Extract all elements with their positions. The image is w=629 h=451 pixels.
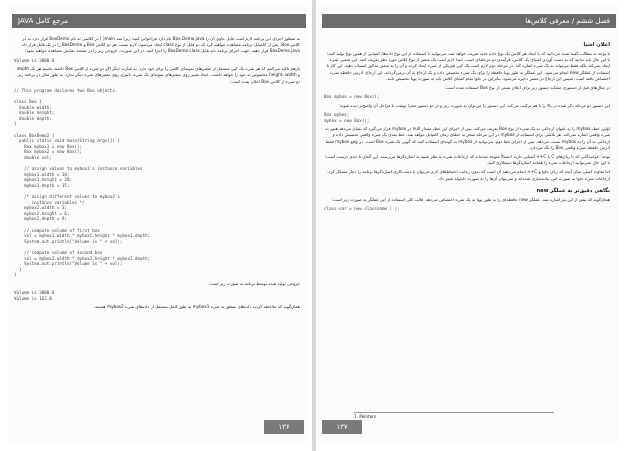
paragraph-2: در مثال‌های قبل از دستوری مشابه دستور زیر برای اعلان شیئی از نوع Box استفاده شده است: (444, 85, 610, 91)
java-code-listing: // This program declares two Box objects. class Box { double width; double height; double depth; } class BoxDemo2 { public static void main(String args[]) { Box mybox1 = new Box(); Box mybox2 = new Box(); double vol; // assign values to mybox1's instance variables mybox1.width = 10; mybox1.height = 20; mybox1.depth = 15; /* assign different values to mybox2's instance variables */ mybox2.width = 3; mybox2.height = 6; mybox2.depth = 9; // compute volume of first box vol = mybox1.width * mybox1.height * mybox1.depth; System.out.println("Volume is " + vol); // compute volume of second box vol = mybox2.width * mybox2.height * mybox2.depth; System.out.println("Volume is " + vol); } } (14, 87, 151, 278)
code-snippet-1: Box mybox = new Box(); (324, 94, 380, 100)
right-page-body (324, 36, 610, 412)
page-number-left: ۱۳۶ (264, 420, 304, 434)
paragraph-5: اما تفاوت اصلی میان آنچه که زبان جاوا و C++ انجام می‌دهند آن است که بدون رعایت احتیاط‌های لازم می‌توان با دست‌کاری اشاره‌گرها برنامه را دچار مشکل کرد. ارجاعات شیء جاوا به صورت امن پیاده‌سازی شده‌اند و نمی‌توان آن‌ها را به صورت دلخواه تغییر داد. (327, 169, 610, 181)
output-block-2: Volume is 3000.0 Volume is 162.0 (14, 290, 55, 301)
output-intro: خروجی تولید شده توسط برنامه به صورت زیر است: (208, 281, 300, 286)
paragraph-6: همان‌گونه که پیش از این نیز اشاره شد، عملگر new حافظه‌ای را به طور پویا به یک شیء اختصاص می‌دهد. قالب کلی استفاده از این عملگر به صورت زیر است: (331, 196, 610, 202)
code-snippet-2: Box mybox; mybox = new Box(); (324, 112, 370, 123)
closing-paragraph: همان‌گونه که ملاحظه کردید داده‌های متعلق به شیء mybox1 به طور کامل مستقل از داده‌های شیء mybox2 هستند. (93, 304, 300, 310)
paragraph-1: با توجه به مطالب گفته شده می‌دانید که با ایجاد هر کلاس یک نوع داده جدید تعریف خواهد شد. می‌توانید با استفاده از این نوع داده‌ها، اشیایی از همین نوع تولید کنید؛ با این حال باید بدانید که به دست آوردن اشیای یک کلاس، فرآیندی دو مرحله‌ای است. ابتدا لازم است یک متغیر از نوع کلاس مورد نظر تعریف کنید. این متغیر، شیء ایجاد نمی‌کند بلکه فقط می‌تواند به یک شیء اشاره کند. در مرحله دوم لازم است یک کپی فیزیکی از شیء ایجاد کرده و آن را به متغیر مذکور انتساب دهید. این کار با استفاده از عملگر new انجام می‌شود. این عملگر به طور پویا حافظه را برای یک شیء تخصیص داده و یک ارجاع به آن برمی‌گرداند. این ارجاع، آدرس حافظه شیء اختصاص یافته است. سپس این ارجاع در متغیر ذخیره می‌شود. بنابراین در جاوا تمام اشیای کلاس باید به صورت پویا تخصیص یابند. (326, 51, 610, 81)
page-number-right: ۱۳۷ (322, 420, 362, 434)
book-spine (312, 0, 316, 451)
output-block-1: Volume is 3000.0 (14, 57, 55, 63)
left-page-body (14, 36, 300, 412)
paragraph-4: اولین خط، mybox را به عنوان ارجاعی به یک شیء از نوع Box تعریف می‌کند. پس از اجرای این خط، مقدار null در mybox قرار می‌گیرد که نشان می‌دهد هنوز به شیء واقعی اشاره نمی‌کند. هر تلاشی برای استفاده از mybox در این مرحله منجر به خطای زمان کامپایل خواهد شد. خط بعدی یک شیء واقعی تخصیص داده و ارجاعی به آن را به mybox نسبت می‌دهد. پس از اجرای خط دوم، می‌توانید از mybox به گونه‌ای استفاده کنید که گویی یک شیء Box است. در واقع mybox فقط آدرس حافظه شیء واقعی Box را نگه می‌دارد. (325, 126, 610, 150)
paragraph-3: این دستور دو مرحله ذکر شده در بالا را با هم ترکیب می‌کند. این دستور را می‌توان به صورت زیر و در دو دستور مجزا نوشت تا مراحل آن واضح‌تر دیده شوند: (338, 102, 610, 108)
code-snippet-3: class-var = new classname ( ); (324, 206, 400, 212)
left-running-header: مرجع کامل JAVA (12, 14, 306, 28)
section-heading-declare: اعلان اشیا (583, 42, 610, 48)
footnote: 1. Pointers (354, 412, 554, 420)
left-page (8, 6, 308, 442)
second-paragraph: بازهم تاکید می‌کنیم که هر شیء یک کپی مستقل از متغیرهای نمونه‌ای کلاس را برای خود دارد. به عبارت دیگر اگر دو شیء از کلاس Box داشته باشیم هر یک depth و height، width مخصوص به خود را خواهد داشت. ایجاد تغییر روی متغیرهای نمونه‌ای یک شیء، تاثیری روی متغیرهای شیء دیگر ندارد. به طور مثال در برنامه زیر دو شیء از کلاس Box اعلان شده است: (16, 66, 300, 84)
note-paragraph: توجه: خوانندگانی که با زبان‌های C یا C++ آشنایی دارند احتمالاً متوجه شده‌اند که ارجاعات شیء به نظر شبیه به اشاره‌گرها می‌رسند. این گمان تا حدی درست است؛ با این حال نمی‌توانید ارجاعات شیء را همانند اشاره‌گرها دستکاری کنید. (324, 154, 610, 166)
section-heading-new: نگاهی دقیق‌تر به عملگر new (536, 187, 610, 194)
right-running-header: فصل ششم / معرفی کلاس‌ها (322, 14, 616, 28)
intro-paragraph: به منظور اجرای این برنامه لازم است فایل حاوی آن را Box.Demo.java نام دارد فراخوانی کنید؛ زیرا متد main( ) در کلاسی به نام BoxDemo قرار دارد نه در کلاس Box. پس از کامپایل برنامه مشاهده خواهید کرد که دو فایل از نوع class ایجاد می‌شود، لازم نیست هر دو کلاس Box و BoxDemo را در یک فایل قرار داد. BoxDemo.java قرار دهید. جهت اجرای برنامه باید فایل BoxDemo.class را اجرا کنید. در این صورت، خروجی زیر را در صفحه نمایش مشاهده خواهید نمود: (20, 36, 300, 54)
right-page (318, 6, 618, 442)
